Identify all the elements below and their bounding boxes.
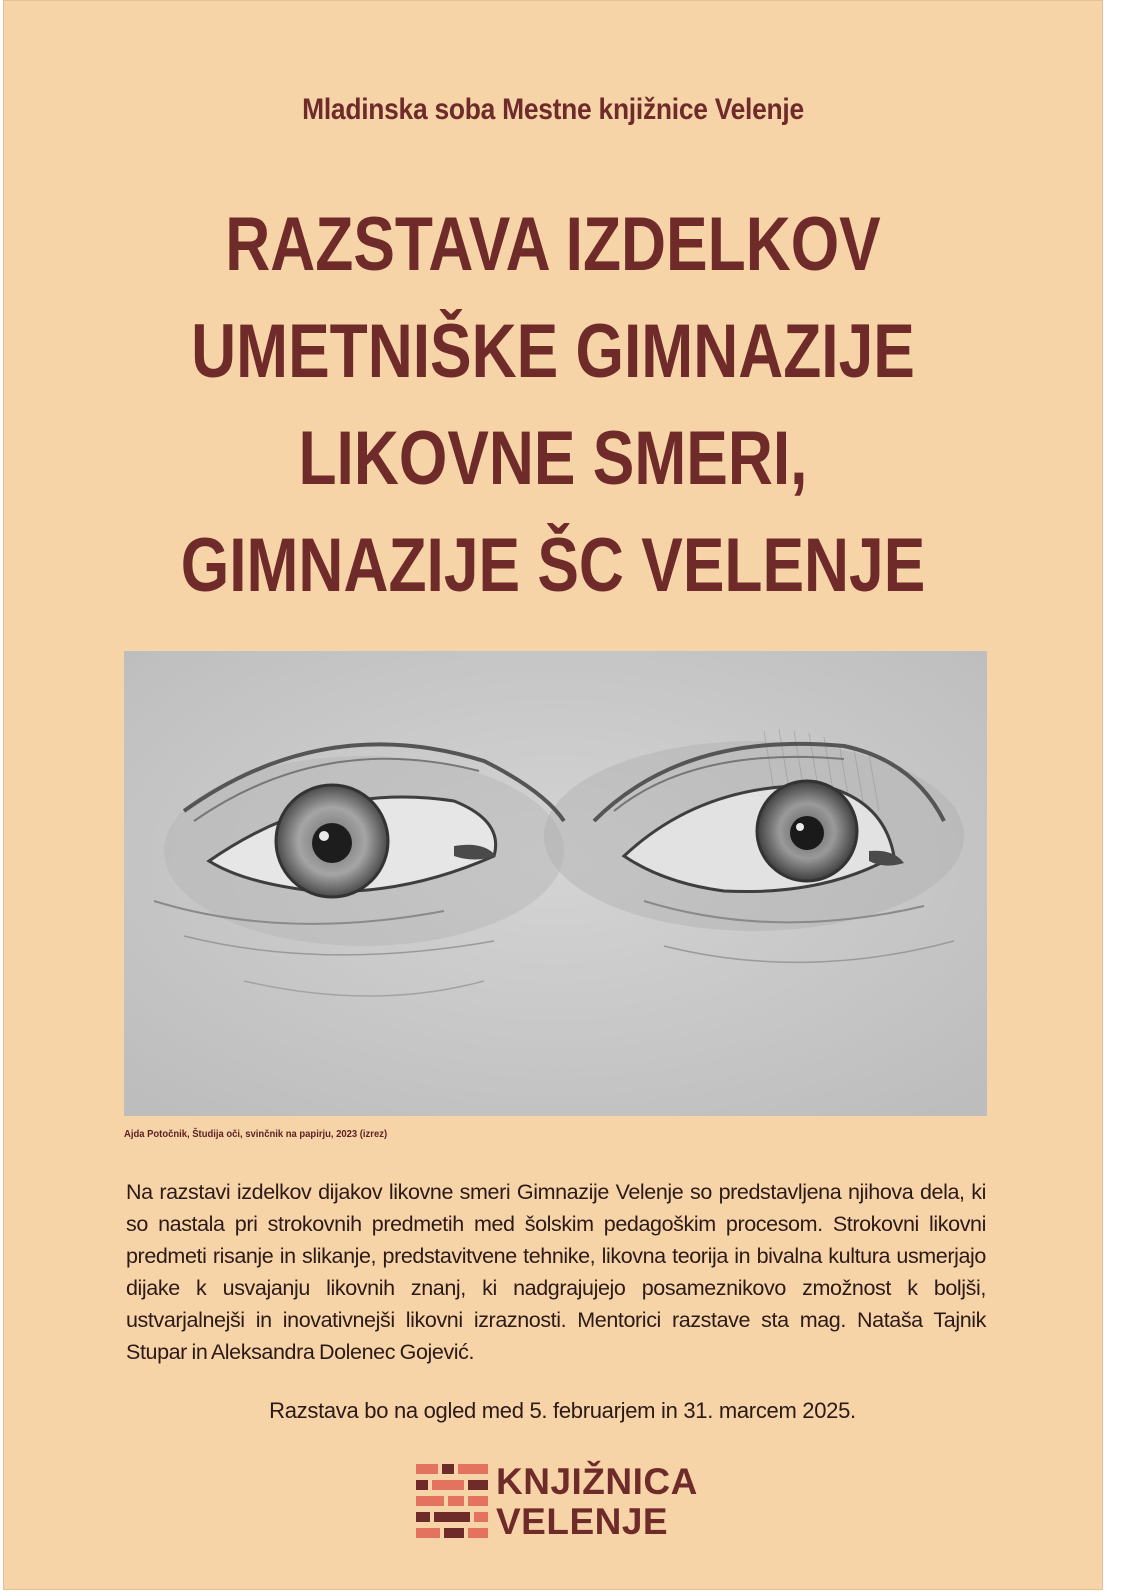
eyes-drawing bbox=[124, 651, 987, 1116]
title-line-1: RAZSTAVA IZDELKOV bbox=[225, 202, 881, 287]
exhibition-dates: Razstava bo na ogled med 5. februarjem in 31. marcem 2025. bbox=[269, 1398, 856, 1423]
description-paragraph: Na razstavi izdelkov dijakov likovne smeri Gimnazije Velenje so predstavljena njihova dela, ki so nastala pri strokovnih predmetih med šolskim pedagoškim procesom. Strokovni likovni predmeti risanje in slikanje, predstavitvene tehnike, likovna teorija in bivalna kultura usmerjajo dijake k usvajanju likovnih znanj, ki nadgrajujejo posameznikovo zmožnost k boljši, ustvarjalnejši in inovativnejši likovni izraznosti. Mentorici razstave sta mag. Nataša Tajnik Stupar in Aleksandra Dolenec Gojević. bbox=[126, 1180, 986, 1364]
title-line-2: UMETNIŠKE GIMNAZIJE bbox=[191, 309, 915, 394]
library-bricks-icon bbox=[416, 1464, 488, 1540]
title-line-3: LIKOVNE SMERI, bbox=[298, 416, 808, 501]
logo-line-2: VELENJE bbox=[496, 1501, 669, 1542]
artwork-image bbox=[124, 651, 987, 1116]
library-logo bbox=[416, 1462, 716, 1542]
poster-title bbox=[4, 191, 1102, 619]
library-logo-text bbox=[496, 1462, 698, 1542]
poster-subtitle: Mladinska soba Mestne knjižnice Velenje bbox=[302, 93, 804, 126]
logo-line-1: KNJIŽNICA bbox=[496, 1461, 698, 1502]
title-line-4: GIMNAZIJE ŠC VELENJE bbox=[180, 523, 926, 608]
artwork-caption: Ajda Potočnik, Študija oči, svinčnik na papirju, 2023 (izrez) bbox=[124, 1128, 388, 1140]
